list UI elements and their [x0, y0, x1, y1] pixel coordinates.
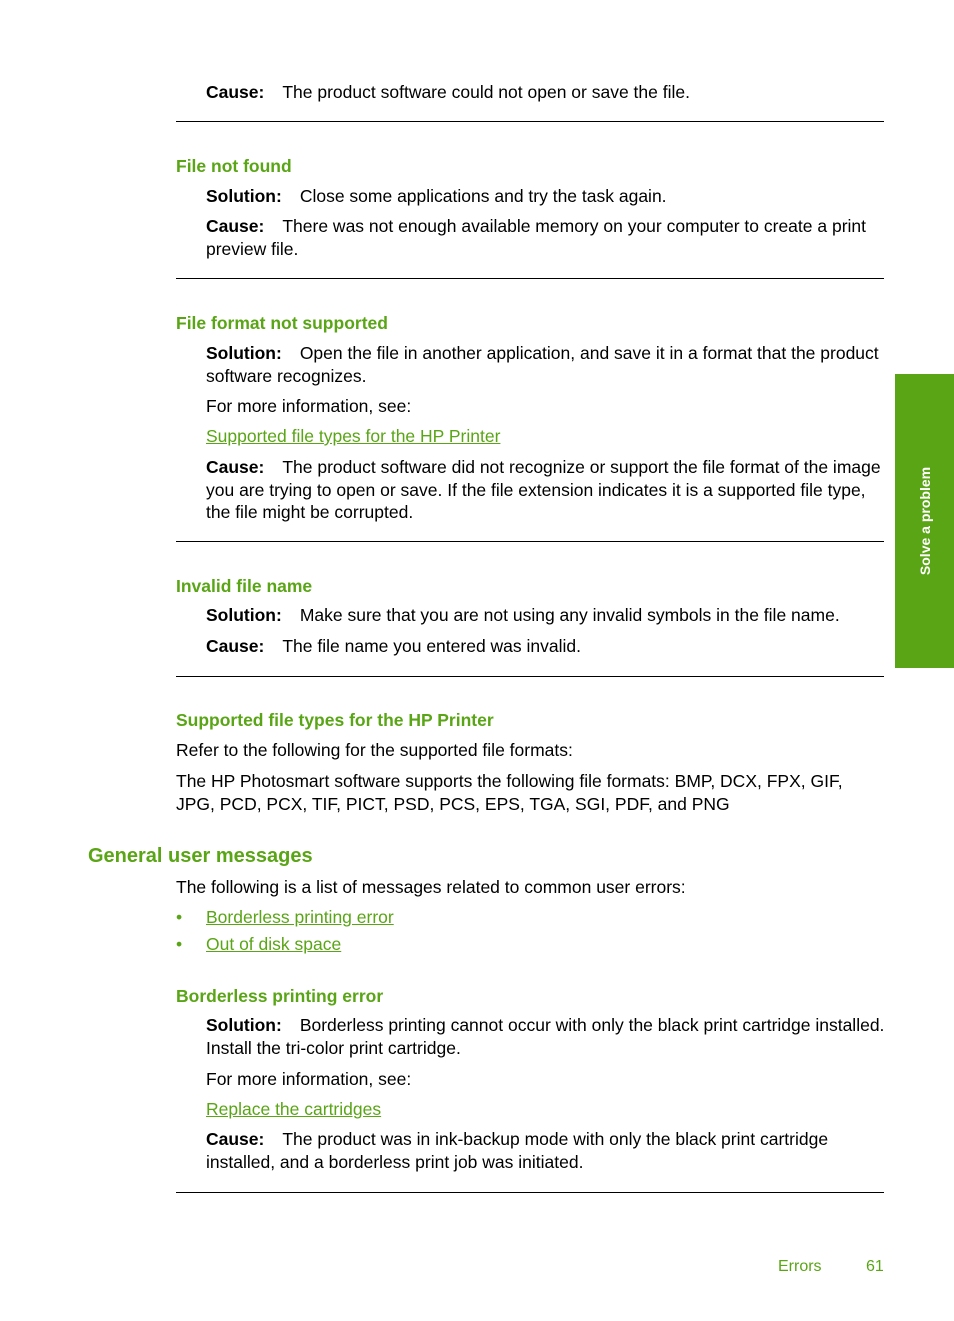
link-paragraph — [206, 1098, 886, 1121]
cause-label: Cause: — [206, 82, 265, 102]
divider — [176, 541, 884, 542]
divider — [176, 121, 884, 122]
cause-paragraph — [206, 456, 886, 524]
borderless-printing-error-link[interactable]: Borderless printing error — [206, 907, 394, 927]
solution-paragraph — [206, 604, 886, 627]
list-item — [206, 906, 886, 929]
footer-section: Errors — [778, 1258, 822, 1275]
heading-file-format: File format not supported — [176, 313, 388, 333]
more-info-text: For more information, see: — [206, 396, 412, 416]
solution-text: Make sure that you are not using any invalid symbols in the file name. — [299, 605, 840, 625]
heading-borderless-printing-error: Borderless printing error — [176, 986, 384, 1006]
solution-text: Close some applications and try the task again. — [299, 186, 667, 206]
cause-label: Cause: — [206, 1129, 265, 1149]
solution-label: Solution: — [206, 186, 282, 206]
cause-paragraph — [206, 1128, 886, 1173]
cause-text: The file name you entered was invalid. — [282, 636, 581, 656]
heading-general-user-messages: General user messages — [88, 845, 313, 867]
out-of-disk-space-link[interactable]: Out of disk space — [206, 934, 342, 954]
divider — [176, 1192, 884, 1193]
side-tab-label: Solve a problem — [916, 466, 933, 576]
intro-text: The following is a list of messages related to common user errors: — [176, 877, 686, 897]
cause-text: There was not enough available memory on your computer to create a print preview file. — [206, 216, 867, 259]
cause-text: The product software could not open or save the file. — [282, 82, 690, 102]
intro-text: Refer to the following for the supported file formats: — [176, 740, 573, 760]
cause-text: The product software did not recognize or support the file format of the image you are trying to open or save. If the file extension indicates it is a supported file type, the file might be corrupted. — [206, 457, 881, 522]
divider — [176, 676, 884, 677]
more-info-text: For more information, see: — [206, 1069, 412, 1089]
cause-label: Cause: — [206, 636, 265, 656]
bullet: • — [176, 934, 183, 954]
cause-paragraph — [206, 635, 886, 658]
list-item — [206, 933, 886, 956]
solution-label: Solution: — [206, 1015, 282, 1035]
side-tab — [895, 374, 954, 668]
solution-text: Open the file in another application, and save it in a format that the product software recognizes. — [206, 343, 879, 386]
solution-paragraph — [206, 1014, 886, 1059]
page-number: 61 — [866, 1258, 884, 1275]
divider — [176, 278, 884, 279]
cause-paragraph — [206, 215, 886, 260]
solution-text: Borderless printing cannot occur with only the black print cartridge installed. Install the tri-color print cartridge. — [206, 1015, 885, 1058]
link-paragraph — [206, 425, 886, 448]
cause-paragraph — [206, 81, 886, 104]
cause-label: Cause: — [206, 457, 265, 477]
heading-supported-file-types: Supported file types for the HP Printer — [176, 710, 494, 730]
bullet: • — [176, 907, 183, 927]
heading-file-not-found: File not found — [176, 156, 292, 176]
cause-text: The product was in ink-backup mode with only the black print cartridge installed, and a borderless print job was initiated. — [206, 1129, 829, 1172]
solution-paragraph — [206, 342, 886, 387]
cause-label: Cause: — [206, 216, 265, 236]
solution-label: Solution: — [206, 605, 282, 625]
formats-text: The HP Photosmart software supports the following file formats: BMP, DCX, FPX, GIF, JPG, PCD, PCX, TIF, PICT, PSD, PCS, EPS, TGA, SGI, PDF, and PNG — [176, 771, 843, 814]
heading-invalid-file-name: Invalid file name — [176, 576, 313, 596]
solution-paragraph — [206, 185, 886, 208]
supported-file-types-link[interactable]: Supported file types for the HP Printer — [206, 426, 501, 446]
replace-cartridges-link[interactable]: Replace the cartridges — [206, 1099, 382, 1119]
solution-label: Solution: — [206, 343, 282, 363]
